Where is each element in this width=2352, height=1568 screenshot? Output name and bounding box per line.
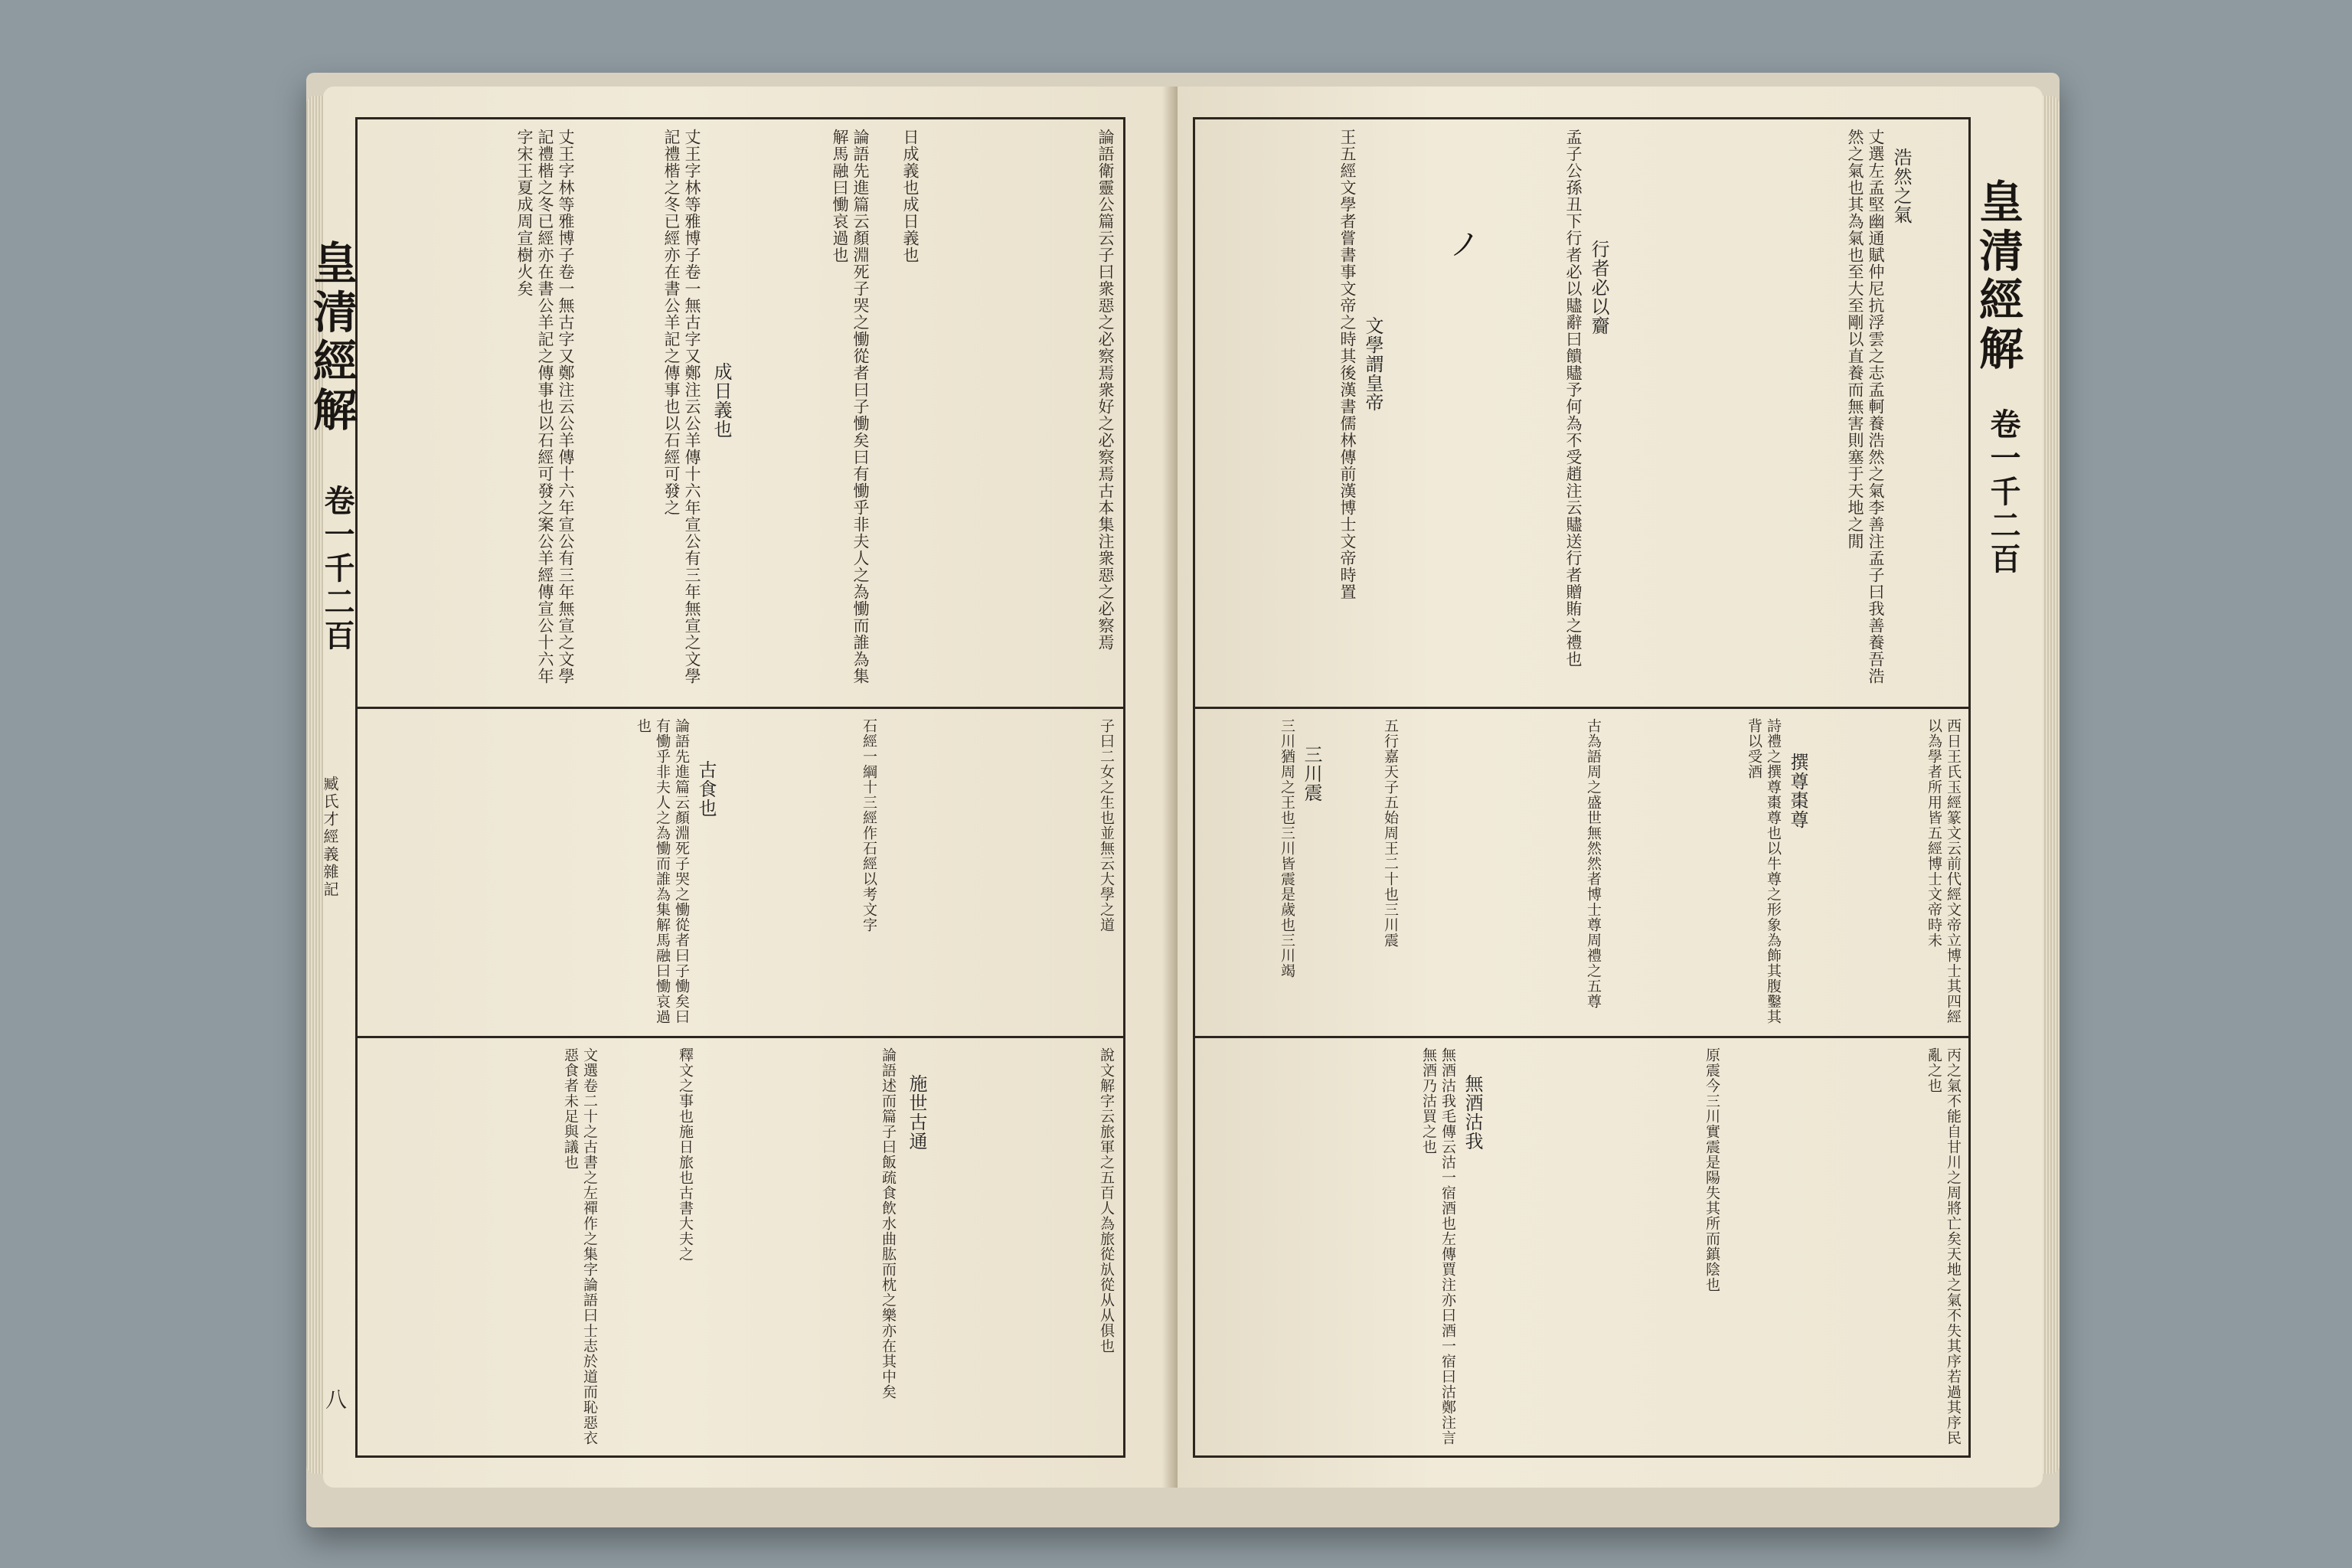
- text-column: 無酒沽我毛傳云沽一宿酒也左傳賈注亦曰酒一宿曰沽鄭注言無酒乃沽買之也: [1420, 1047, 1456, 1446]
- text-column: 釋文之事也施日旅也古書大夫之: [677, 1047, 694, 1262]
- text-column: 論語述而篇子曰飯疏食飲水曲肱而枕之樂亦在其中矣: [880, 1047, 897, 1400]
- right-divider-2: [1193, 1036, 1968, 1038]
- right-running-title: 皇清經解: [1971, 178, 2024, 374]
- section-heading: 三川震: [1301, 745, 1322, 802]
- text-column: 原震今三川實震是陽失其所而鎮陰也: [1704, 1047, 1720, 1292]
- text-column: 孟子公孫丑下行者必以贐辭曰饋贐予何為不受趙注云贐送行者贈賄之禮也: [1564, 129, 1583, 668]
- text-column: 五行嘉天子五始周王二十也三川震: [1382, 718, 1399, 948]
- text-column: 丈王字林等雅博子卷一無古字又鄭注云公羊傳十六年宣公有三年無宣之文學記禮楷之冬已經亦在書公羊記之傳事也以石經可發之案公羊經傳宣公十六年字宋王夏成周宣樹火矣: [515, 129, 575, 684]
- text-column: 說文解字云旅軍之五百人為旅從㫃從从从俱也: [1098, 1047, 1115, 1354]
- left-running-volume: 卷一千二百: [319, 485, 355, 653]
- text-column: 文選卷二十之古書之左禪作之集字論語曰士志於道而恥惡衣惡食者未足與議也: [562, 1047, 598, 1446]
- left-divider-2: [355, 1036, 1123, 1038]
- text-column: 論語衛靈公篇云子曰衆惡之必察焉衆好之必察焉古本集注衆惡之必察焉: [1096, 129, 1115, 651]
- section-heading: 文學謂皇帝: [1362, 316, 1383, 412]
- section-heading: 古食也: [695, 760, 717, 818]
- right-running-volume: 卷一千二百: [1985, 408, 2021, 577]
- text-column: 丈王字林等雅博子卷一無古字又鄭注云公羊傳十六年宣公有三年無宣之文學記禮楷之冬已經亦在書公羊記之傳事也以石經可發之: [662, 129, 701, 684]
- text-column: 丙之氣不能自甘川之周將亡矣天地之氣不失其序若過其序民亂之也: [1926, 1047, 1962, 1446]
- text-column: 三川猶周之王也三川皆震是歲也三川竭: [1279, 718, 1295, 978]
- section-heading: 施世古通: [906, 1074, 927, 1151]
- right-divider-1: [1193, 707, 1968, 709]
- left-page: [305, 87, 1188, 1488]
- left-side-note: 臧氏才經義雜記: [321, 776, 339, 899]
- text-column: 日成義也成日義也: [901, 129, 920, 263]
- section-heading: 無酒沽我: [1462, 1074, 1483, 1151]
- text-column: 石經一綱十三經作石經以考文字: [861, 718, 877, 933]
- ink-mark: ノ: [1449, 227, 1480, 263]
- text-column: 論語先進篇云顏淵死子哭之慟從者曰子慟矣曰有慟乎非夫人之為慟而誰為集解馬融曰慟哀過也: [635, 718, 690, 1024]
- right-page: [1178, 87, 2043, 1488]
- text-column: 古為語周之盛世無然然者博士尊周禮之五尊: [1585, 718, 1602, 1009]
- text-column: 王五經文學者嘗書事文帝之時其後漢書儒林傳前漢博士文帝時置: [1338, 129, 1357, 600]
- section-heading: 成日義也: [710, 362, 732, 439]
- text-column: 西日王氏玉經篆文云前代經文帝立博士其四經以為學者所用皆五經博士文帝時未: [1926, 718, 1962, 1024]
- left-divider-1: [355, 707, 1123, 709]
- section-heading: 浩然之氣: [1890, 148, 1912, 224]
- section-heading: 撰尊棗尊: [1787, 753, 1808, 829]
- left-running-title: 皇清經解: [305, 240, 358, 436]
- text-column: 丈選左孟堅幽通賦仲尼抗浮雲之志孟軻養浩然之氣李善注孟子曰我善養吾浩然之氣也其為氣也至大至剛以直養而無害則塞于天地之閒: [1846, 129, 1885, 684]
- left-page-number: 八: [322, 1388, 348, 1412]
- open-book: [306, 73, 2060, 1527]
- text-column: 論語先進篇云顏淵死子哭之慟從者曰子慟矣曰有慟乎非夫人之為慟而誰為集解馬融曰慟哀過也: [831, 129, 870, 684]
- text-column: 詩禮之撰尊棗尊也以牛尊之形象為飾其腹鑿其背以受酒: [1746, 718, 1782, 1024]
- section-heading: 行者必以齎: [1588, 240, 1609, 335]
- text-column: 子曰二女之生也並無云大學之道: [1098, 718, 1115, 933]
